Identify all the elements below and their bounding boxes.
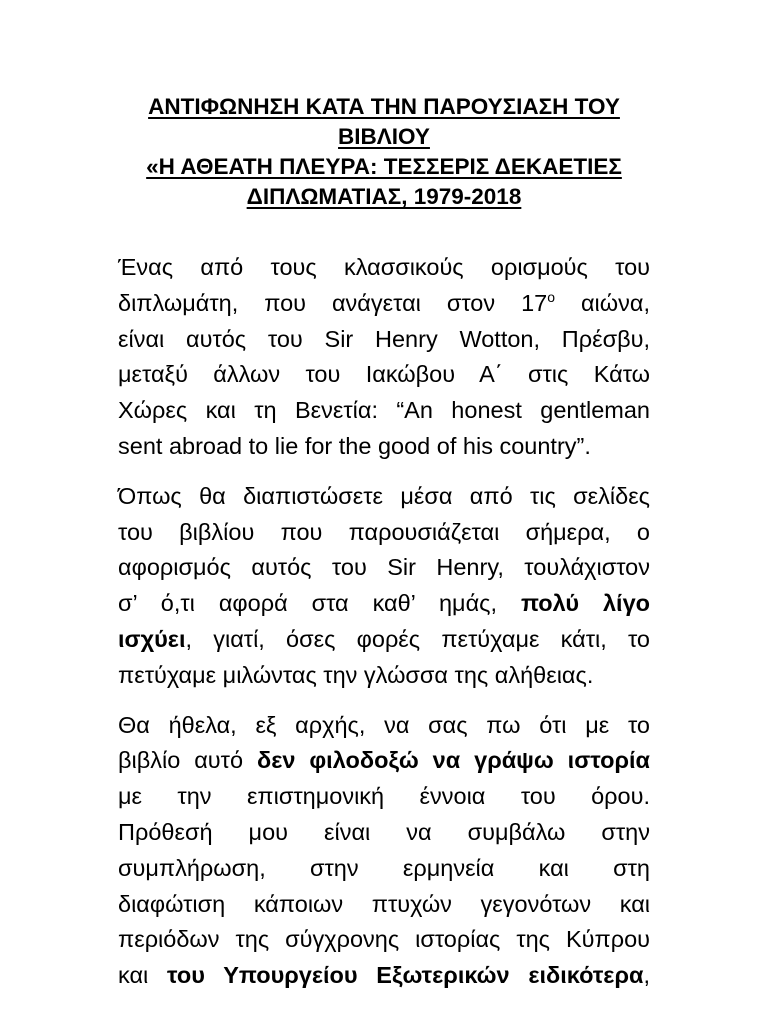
- bold-phrase: ισχύει: [118, 625, 186, 652]
- paragraph-1: [118, 250, 650, 465]
- text-line: sent abroad to lie for the good of his country”.: [118, 432, 591, 459]
- text-line: [118, 958, 650, 994]
- bold-phrase: του Υπουργείου Εξωτερικών ειδικότερα: [167, 962, 644, 989]
- text-segment: και: [118, 962, 168, 989]
- text-segment: σ’ ό,τι αφορά στα καθ’ ημάς,: [118, 590, 521, 617]
- text-line: είναι αυτός του Sir Henry Wotton, Πρέσβυ,: [118, 325, 650, 352]
- text-segment: αιώνα,: [555, 289, 650, 316]
- text-line: [118, 743, 650, 779]
- title-line-2: ΒΙΒΛΙΟΥ: [338, 124, 430, 149]
- text-segment: ,: [643, 962, 650, 989]
- text-line: περιόδων της σύγχρονης ιστορίας της Κύπρου: [118, 926, 650, 953]
- bold-phrase: πολύ λίγο: [520, 590, 650, 617]
- text-line: Ένας από τους κλασσικούς ορισμούς του: [118, 254, 650, 280]
- text-segment: , γιατί, όσες φορές πετύχαμε κάτι, το: [185, 625, 650, 652]
- body-text: [118, 250, 650, 1008]
- paragraph-2: [118, 479, 650, 694]
- text-line: πετύχαμε μιλώντας την γλώσσα της αλήθειας.: [118, 661, 594, 688]
- text-line: [118, 286, 650, 322]
- text-line: μεταξύ άλλων του Ιακώβου Α΄ στις Κάτω: [118, 361, 650, 388]
- text-segment: βιβλίο αυτό: [118, 747, 257, 774]
- text-line: διαφώτιση κάποιων πτυχών γεγονότων και: [118, 890, 650, 917]
- text-line: Πρόθεσή μου είναι να συμβάλω στην: [118, 818, 650, 845]
- text-line: του βιβλίου που παρουσιάζεται σήμερα, ο: [118, 518, 650, 545]
- title-line-3: «Η ΑΘΕΑΤΗ ΠΛΕΥΡΑ: ΤΕΣΣΕΡΙΣ ΔΕΚΑΕΤΙΕΣ: [146, 154, 622, 179]
- text-line: Χώρες και τη Βενετία: “An honest gentleman: [118, 397, 650, 424]
- text-line: αφορισμός αυτός του Sir Henry, τουλάχιστον: [118, 554, 650, 581]
- text-line: Θα ήθελα, εξ αρχής, να σας πω ότι με το: [118, 711, 650, 738]
- text-line: Όπως θα διαπιστώσετε μέσα από τις σελίδες: [118, 482, 650, 509]
- bold-phrase: δεν φιλοδοξώ να γράψω ιστορία: [256, 747, 650, 774]
- text-line: με την επιστημονική έννοια του όρου.: [118, 783, 650, 810]
- title-line-4: ΔΙΠΛΩΜΑΤΙΑΣ, 1979-2018: [246, 184, 522, 209]
- text-segment: διπλωμάτη, που ανάγεται στον 17: [118, 289, 548, 316]
- document-title: [100, 92, 668, 212]
- title-line-1: ΑΝΤΙΦΩΝΗΣΗ ΚΑΤΑ ΤΗΝ ΠΑΡΟΥΣΙΑΣΗ ΤΟΥ: [148, 94, 620, 119]
- paragraph-3: [118, 708, 650, 994]
- text-line: [118, 586, 650, 622]
- superscript: ο: [547, 288, 555, 305]
- text-line: συμπλήρωση, στην ερμηνεία και στη: [118, 854, 650, 881]
- text-line: [118, 622, 650, 658]
